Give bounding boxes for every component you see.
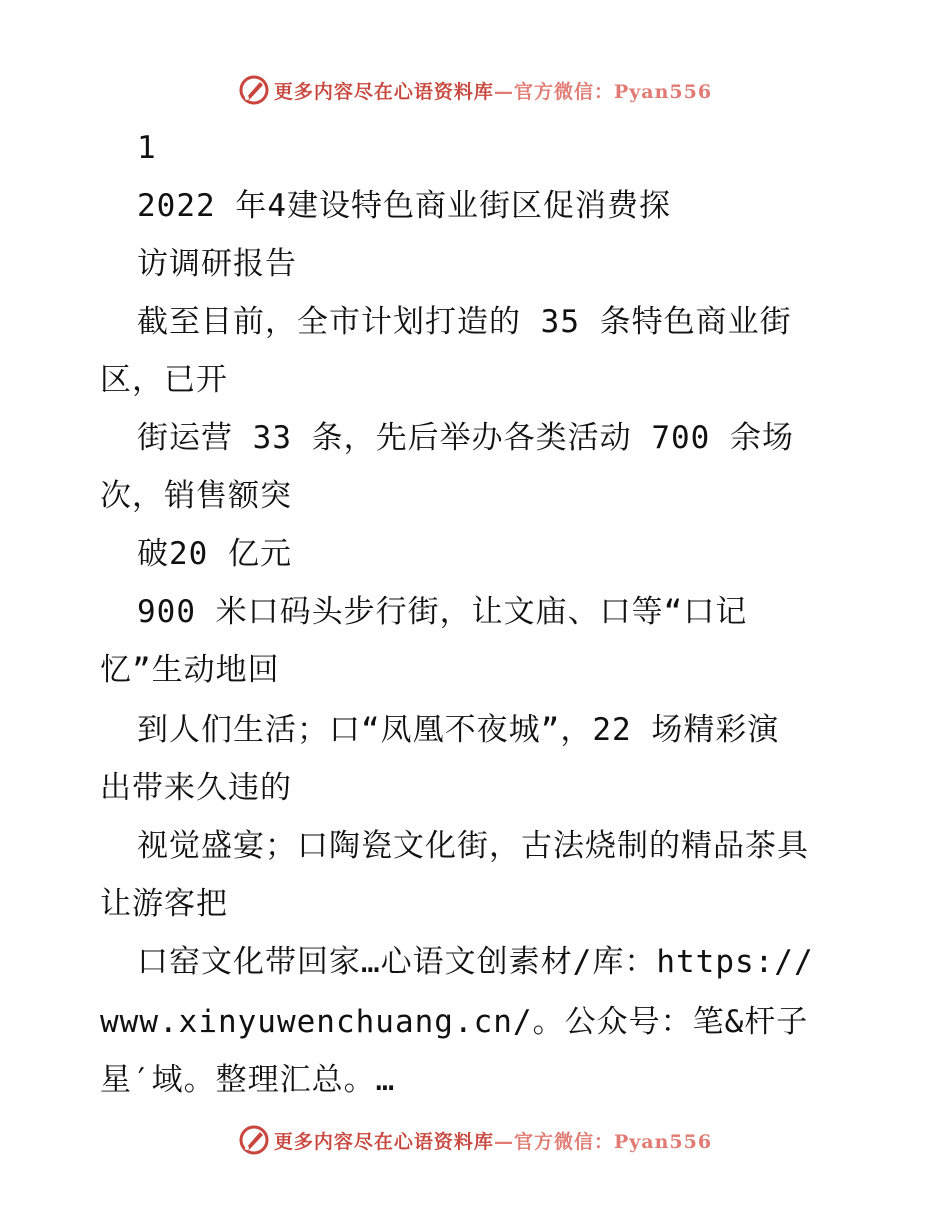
watermark-sub-text: —官方微信：Pyan556 (493, 1130, 713, 1153)
line-9: 900 米口码头步行街，让文庙、口等“口记 (137, 594, 748, 630)
line-15: 口窑文化带回家…心语文创素材/库：https:// (137, 944, 814, 980)
line-11: 到人们生活；口“凤凰不夜城”，22 场精彩演 (137, 712, 780, 748)
line-16: www.xinyuwenchuang.cn/。公众号：笔&杆子 (100, 1004, 809, 1040)
line-2: 2022 年4建设特色商业街区促消费探 (137, 188, 671, 224)
line-5: 区，已开 (100, 362, 228, 398)
line-3: 访调研报告 (137, 246, 297, 282)
line-14: 让游客把 (100, 886, 228, 922)
footer-watermark-inner (238, 1124, 712, 1156)
watermark-main-text: 更多内容尽在心语资料库 (273, 80, 494, 103)
header-watermark-inner (238, 74, 712, 106)
footer-watermark (0, 1120, 950, 1160)
header-watermark (0, 70, 950, 110)
line-8: 破20 亿元 (137, 536, 292, 572)
quill-circle-icon (238, 74, 270, 106)
line-1: 1 (137, 130, 157, 166)
line-10: 忆”生动地回 (100, 652, 280, 688)
watermark-text (274, 1127, 712, 1154)
line-4: 截至目前，全市计划打造的 35 条特色商业街 (137, 304, 792, 340)
quill-circle-icon (238, 1124, 270, 1156)
watermark-text (274, 77, 712, 104)
line-7: 次，销售额突 (100, 478, 292, 514)
line-13: 视觉盛宴；口陶瓷文化街，古法烧制的精品茶具 (137, 828, 809, 864)
watermark-main-text: 更多内容尽在心语资料库 (273, 1130, 494, 1153)
line-6: 街运营 33 条，先后举办各类活动 700 余场 (137, 420, 794, 456)
line-12: 出带来久违的 (100, 770, 292, 806)
line-17: 星′域。整理汇总。… (100, 1062, 396, 1098)
watermark-sub-text: —官方微信：Pyan556 (493, 80, 713, 103)
